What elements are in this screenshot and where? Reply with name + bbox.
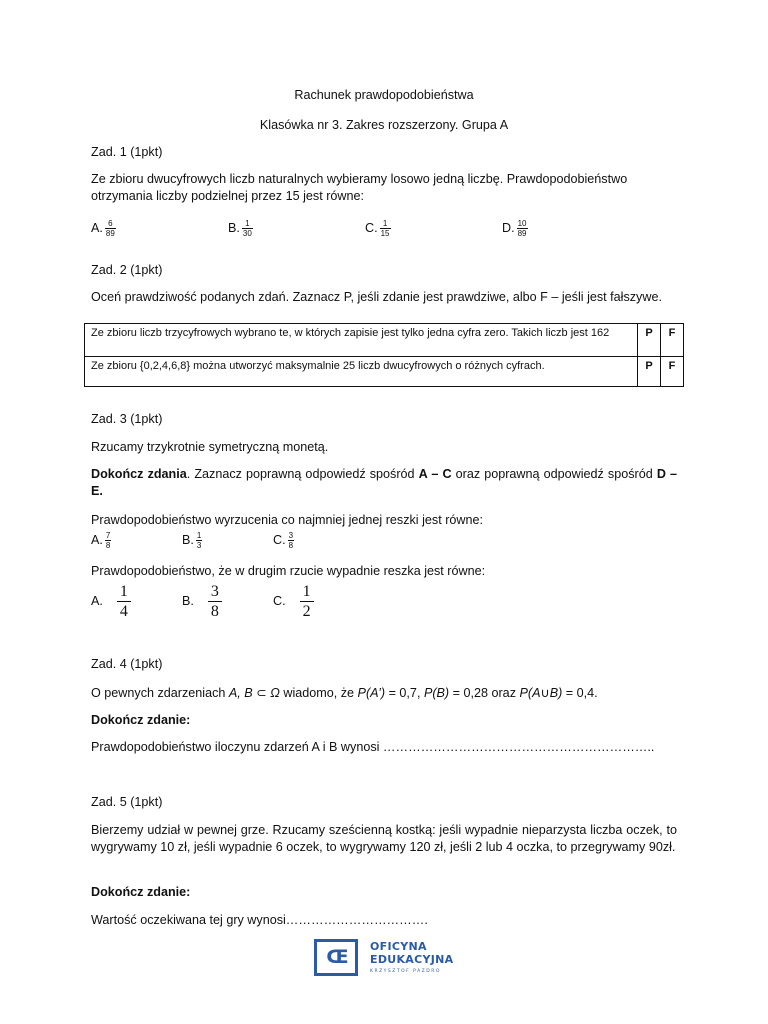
- task-3-question-1: Prawdopodobieństwo wyrzucenia co najmniej jednej reszki jest równe:: [91, 513, 484, 527]
- publisher-logo: [314, 938, 464, 978]
- task-1-option-b: B. $\frac{1}{30}$: [228, 219, 252, 238]
- task-3-question-2: Prawdopodobieństwo, że w drugim rzucie wypadnie reszka jest równe:: [91, 564, 486, 578]
- fraction: $\frac{1}{3}$: [196, 531, 202, 550]
- task-1-option-d: D. $\frac{10}{89}$: [502, 219, 527, 238]
- logo-monogram: Œ: [326, 946, 346, 968]
- task-2-header: Zad. 2 (1pkt): [91, 263, 163, 277]
- task-3-instruction: Dokończ zdania. Zaznacz poprawną odpowiedź spośród A – C oraz poprawną odpowiedź spośród D –E.: [91, 467, 677, 498]
- table-row: [85, 324, 684, 357]
- logo-subtitle: KRZYSZTOF PAZDRO: [370, 969, 441, 974]
- true-option-p[interactable]: P: [638, 357, 661, 387]
- task-5-header: Zad. 5 (1pkt): [91, 795, 163, 809]
- logo-line-2: EDUKACYJNA: [370, 953, 454, 966]
- false-option-f[interactable]: F: [661, 357, 684, 387]
- statement-cell: Ze zbioru {0,2,4,6,8} można utworzyć maksymalnie 25 liczb dwucyfrowych o różnych cyfrach.: [85, 357, 638, 387]
- fraction: $\frac{1}{15}$: [380, 219, 390, 238]
- false-option-f[interactable]: F: [661, 324, 684, 357]
- task-3-header: Zad. 3 (1pkt): [91, 412, 163, 426]
- fraction: $\frac{6}{89}$: [105, 219, 115, 238]
- logo-line-1: OFICYNA: [370, 940, 427, 953]
- task-5-instruction: Dokończ zdanie:: [91, 885, 191, 899]
- task-1-option-a: A. $\frac{6}{89}$: [91, 219, 115, 238]
- fraction: $\frac{1}{30}$: [242, 219, 252, 238]
- fraction: $\frac{1}{2}$: [300, 582, 314, 621]
- task-4-instruction: Dokończ zdanie:: [91, 713, 191, 727]
- true-option-p[interactable]: P: [638, 324, 661, 357]
- task-3-option-d: A. $\frac{1}{4}$: [91, 582, 131, 621]
- fraction: $\frac{10}{89}$: [517, 219, 527, 238]
- fraction: $\frac{7}{8}$: [105, 531, 111, 550]
- task-4-header: Zad. 4 (1pkt): [91, 657, 163, 671]
- true-false-table: [84, 323, 684, 387]
- task-3-option-a: A. $\frac{7}{8}$: [91, 531, 111, 550]
- fraction: $\frac{3}{8}$: [208, 582, 222, 621]
- task-3-option-f: C. $\frac{1}{2}$: [273, 582, 314, 621]
- task-1-text: Ze zbioru dwucyfrowych liczb naturalnych wybieramy losowo jedną liczbę. Prawdopodobieństwo otrzymania liczby podzielnej przez 15 jest równe:: [91, 172, 628, 203]
- task-1-header: Zad. 1 (1pkt): [91, 145, 163, 159]
- fraction: $\frac{1}{4}$: [117, 582, 131, 621]
- task-2-text: Oceń prawdziwość podanych zdań. Zaznacz P, jeśli zdanie jest prawdziwe, albo F – jeśli jest fałszywe.: [91, 290, 662, 304]
- table-row: [85, 357, 684, 387]
- fraction: $\frac{3}{8}$: [288, 531, 294, 550]
- task-5-text: Bierzemy udział w pewnej grze. Rzucamy sześcienną kostką: jeśli wypadnie nieparzysta liczba oczek, to wygrywamy 10 zł, jeśli wypadnie 6 oczek, to wygrywamy 120 zł, jeśli 2 lub 4 oczka, to przegrywamy 90zł.: [91, 823, 677, 854]
- document-title: Rachunek prawdopodobieństwa: [294, 88, 474, 102]
- task-3-option-c: C. $\frac{3}{8}$: [273, 531, 294, 550]
- task-4-text: O pewnych zdarzeniach A, B ⊂ Ω wiadomo, że P(A’) = 0,7, P(B) = 0,28 oraz P(A∪B) = 0,4.: [91, 686, 598, 700]
- task-3-option-e: B. $\frac{3}{8}$: [182, 582, 222, 621]
- task-3-option-b: B. $\frac{1}{3}$: [182, 531, 202, 550]
- task-5-answer-line: Wartość oczekiwana tej gry wynosi…………………………….: [91, 913, 428, 927]
- document-subtitle: Klasówka nr 3. Zakres rozszerzony. Grupa A: [259, 118, 509, 132]
- task-4-answer-line: Prawdopodobieństwo iloczynu zdarzeń A i B wynosi ………………………………………………………..: [91, 740, 655, 754]
- statement-cell: Ze zbioru liczb trzycyfrowych wybrano te, w których zapisie jest tylko jedna cyfra zero. Takich liczb jest 162: [85, 324, 638, 357]
- task-1-option-c: C. $\frac{1}{15}$: [365, 219, 390, 238]
- task-3-intro: Rzucamy trzykrotnie symetryczną monetą.: [91, 440, 329, 454]
